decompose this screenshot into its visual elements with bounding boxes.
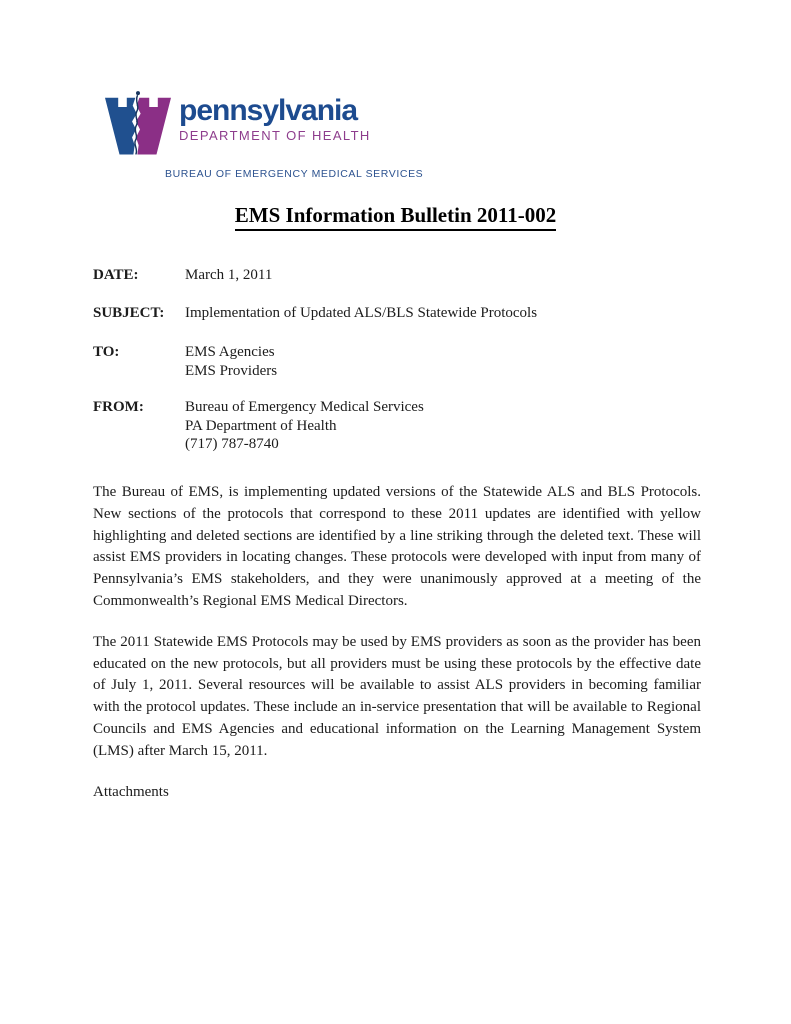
memo-value-from	[185, 398, 705, 454]
memo-value-line: March 1, 2011	[185, 267, 273, 283]
memo-value-line: EMS Providers	[185, 362, 278, 379]
attachments-note: Attachments	[93, 783, 169, 800]
body-paragraph-2: The 2011 Statewide EMS Protocols may be used by EMS providers as soon as the provider has been educated on the new protocols, but all providers must be using these protocols by the effective date of July 1, 2011. Several resources will be available to assist ALS providers in becoming familiar with the protocol updates. These include an in-service presentation that will be available to Regional Councils and EMS Agencies and educational information on the Learning Management System (LMS) after March 15, 2011.	[93, 633, 701, 759]
title-row	[0, 203, 791, 231]
memo-field-date	[93, 266, 705, 285]
memo-label-date: DATE:	[93, 267, 139, 283]
memo-value-date	[185, 266, 705, 285]
memo-field-from	[93, 398, 705, 454]
memo-header	[93, 266, 705, 454]
memo-value-line: Bureau of Emergency Medical Services	[185, 399, 424, 415]
memo-label-subject: SUBJECT:	[93, 304, 165, 321]
memo-field-to	[93, 343, 705, 380]
logo-state-name: pennsylvania	[179, 94, 358, 127]
memo-value-line: EMS Agencies	[185, 344, 275, 360]
document-body	[93, 482, 701, 803]
memo-value-subject	[185, 304, 705, 323]
page-title: EMS Information Bulletin 2011-002	[235, 203, 556, 231]
memo-value-line: (717) 787-8740	[185, 436, 279, 452]
memo-value-line: Implementation of Updated ALS/BLS Statewide Protocols	[185, 304, 538, 321]
memo-value-to	[185, 343, 705, 380]
logo-wordmark	[179, 88, 371, 143]
memo-value-line: PA Department of Health	[185, 417, 337, 434]
logo-department-line: DEPARTMENT OF HEALTH	[179, 128, 371, 143]
logo-bureau-line: BUREAU OF EMERGENCY MEDICAL SERVICES	[165, 168, 424, 180]
body-paragraph-1: The Bureau of EMS, is implementing updated versions of the Statewide ALS and BLS Protocols. New sections of the protocols that correspond to these 2011 updates are identified with yellow highlighting and deleted sections are identified by a line striking through the deleted text. These will assist EMS providers in locating changes. These protocols were developed with input from many of Pennsylvania’s EMS stakeholders, and they were unanimously approved at a meeting of the Commonwealth’s Regional EMS Medical Directors.	[93, 484, 701, 609]
memo-label-from: FROM:	[93, 399, 144, 415]
memo-label-to: TO:	[93, 344, 120, 360]
memo-field-subject	[93, 304, 705, 323]
keystone-caduceus-icon	[105, 88, 171, 159]
pa-doh-logo	[105, 88, 423, 180]
